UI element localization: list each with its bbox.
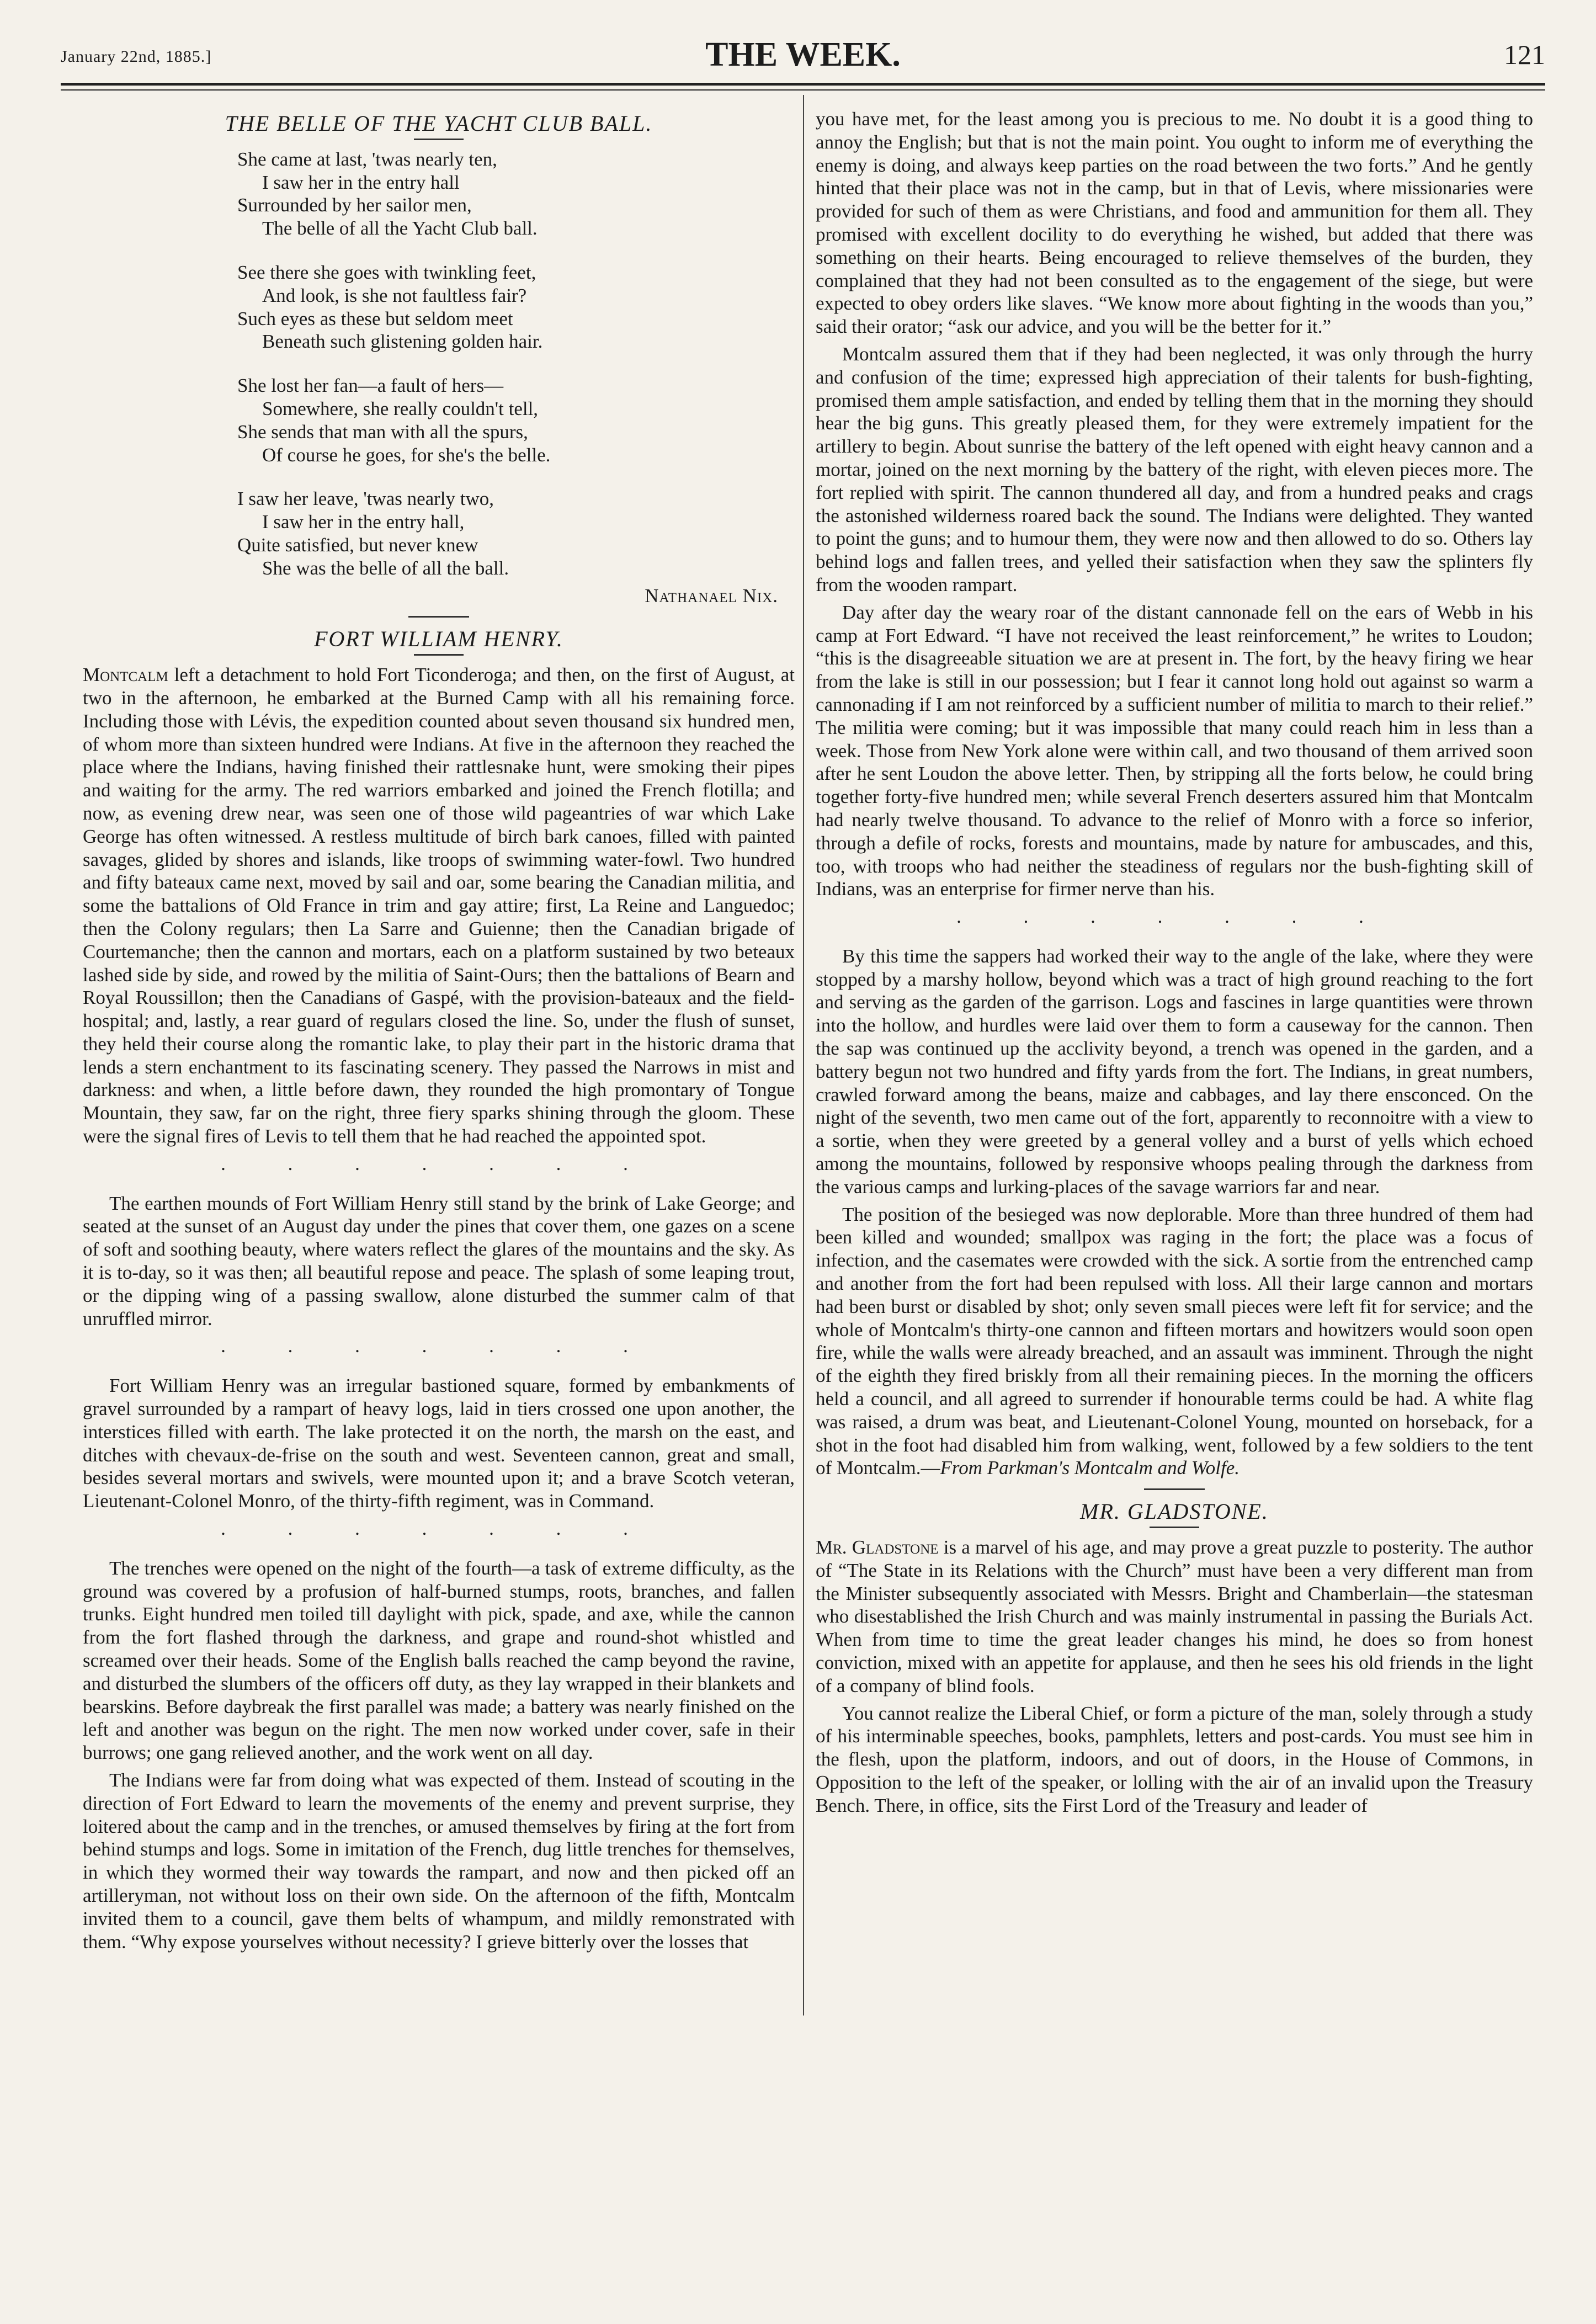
article-paragraph: The Indians were far from doing what was expected of them. Instead of scouting in the direction of Fort Edward to learn the movements of the enemy and prevent surprise, they loitered about the camp and in the trenches, or amused themselves by firing at the fort from behind stumps and logs. Some in imitation of the French, dug little trenches for themselves, in which they wormed their way towards the rampart, and now and then picked off an artilleryman, not without loss on their own side. On the afternoon of the fifth, Montcalm invited them to a council, gave them belts of whampum, and mildly remonstrated with them. “Why expose yourselves without necessity? I grieve bitterly over the losses that [83,1769,795,1953]
page-number: 121 [1504,39,1545,70]
section-rule [408,616,469,618]
header-rule-thin [61,89,1545,91]
article-paragraph: The trenches were opened on the night of the fourth—a task of extreme difficulty, as the ground was covered by a profusion of half-burned stumps, roots, branches, and fallen trunks. Eight hundred men toiled till daylight with pick, spade, and axe, while the cannon from the fort flashed through the darkness, and grape and round-shot whistled and screamed over their heads. Some of the English balls reached the camp beyond the ravine, and disturbed the slumbers of the officers off duty, as they lay wrapped in their blankets and bearskins. Before daybreak the first parallel was made; a battery was nearly finished on the left and another was begun on the right. The men now worked under cover, safe in their burrows; one gang relieved another, and the work went on all day. [83,1557,795,1764]
citation: From Parkman's Montcalm and Wolfe. [940,1457,1240,1479]
article-paragraph: Montcalm assured them that if they had been neglected, it was only through the hurry and confusion of the time; expressed high appreciation of their talents for bush-fighting, promised them ample satisfaction, and ended by telling them that in the morning they should hear the big guns. This greatly pleased them, for they were extremely impatient for the artillery to begin. About sunrise the battery of the left opened with eight heavy cannon and a mortar, joined on the next morning by the battery of the right, with eleven pieces more. The fort replied with spirit. The cannon thundered all day, and from a hundred peaks and crags the astonished wilderness roared back the sound. The Indians were delighted. They wanted to point the guns; and to humour them, they were now and then allowed to do so. Others lay behind logs and fallen trees, and yelled their satisfaction when they saw the splinters fly from the wooden rampart. [816,343,1533,595]
lead-word: Mr. Gladstone [816,1536,939,1559]
column-divider [803,95,804,2015]
section-separator: . . . . . . . [221,1152,657,1174]
poem-line: She lost her fan—a fault of hers— [237,375,504,397]
page-header [61,35,1545,79]
section-rule [1144,1488,1205,1490]
poem-stanza [237,148,795,240]
right-column [816,108,1533,1822]
article-paragraph: you have met, for the least among you is precious to me. No doubt it is a good thing to annoy the English; but that is not the main point. You ought to inform me of everything the enemy is doing, and always keep parties on the road between the two forts.” And he gently hinted that their place was not in the camp, but in that of Levis, where missionaries were provided for such of them as were Christians, and food and ammunition for them all. They promised with excellent docility to do everything he wished, but added that there was something on their hearts. Being encouraged to relieve themselves of the burden, they complained that they had not been consulted as to the engagement of the siege, but were expected to obey orders like slaves. “We know more about fighting in the woods than you,” said their orator; “ask our advice, and you will be the better for it.” [816,108,1533,338]
poem-line: She sends that man with all the spurs, [237,421,528,443]
article-paragraph: Fort William Henry was an irregular bastioned square, formed by embankments of gravel surrounded by a rampart of heavy logs, laid in tiers crossed one upon another, the interstices filled with earth. The lake protected it on the north, the marsh on the east, and ditches with chevaux-de-frise on the south and west. Seventeen cannon, great and small, besides several mortars and swivels, were mounted upon it; and a brave Scotch veteran, Lieutenant-Colonel Monro, of the thirty-fifth regiment, was in Command. [83,1375,795,1512]
article-paragraph: Day after day the weary roar of the distant cannonade fell on the ears of Webb in his camp at Fort Edward. “I have not received the least reinforcement,” he writes to Loudon; “this is the disagreeable situation we are at present in. The fort, by the heavy firing we hear from the lake is still in our possession; but I fear it cannot long hold out against so warm a cannonading if I am not reinforced by a sufficient number of militia to march to their relief.” The militia were coming; but it was impossible that many could reach him in less than a week. Those from New York alone were within call, and two thousand of them arrived soon after he sent Loudon the above letter. Then, by stripping all the forts below, he could bring together forty-five hundred men; while several French deserters assured him that Montcalm had nearly twelve thousand. To advance to the relief of Monro with a force so inferior, through a defile of rocks, forests and mountains, made by nature for ambuscades, and this, too, with troops who had neither the steadiness of regulars nor the bush-fighting skill of Indians, was an enterprise for firmer nerve than his. [816,601,1533,900]
header-rule [61,83,1545,86]
section-separator: . . . . . . . [221,1518,657,1540]
title-rule [1150,1527,1199,1528]
article-paragraph: By this time the sappers had worked their way to the angle of the lake, where they were stopped by a marshy hollow, beyond which was a tract of high ground reaching to the fort and serving as the garden of the garrison. Logs and fascines in large quantities were thrown into the hollow, and hurdles were laid over them to form a causeway for the cannon. Then the sap was continued up the acclivity beyond, a trench was opened in the garden, and a battery begun not two hundred and fifty yards from the fort. The Indians, in great numbers, crawled forward among the beans, maize and cabbages, and lay there ensconced. On the night of the seventh, two men came out of the fort, apparently to reconnoitre with a view to a sortie, when they were greeted by a general volley and a burst of yells which echoed among the mountains, followed by responsive whoops pealing through the darkness from the various camps and lurking-places of the savage warriors far and near. [816,945,1533,1198]
article-paragraph: The earthen mounds of Fort William Henry still stand by the brink of Lake George; and seated at the sunset of an August day under the pines that cover them, one gazes on a scene of soft and soothing beauty, where waters reflect the glares of the mountains and the sky. As it is to-day, so it was then; all beautiful repose and peace. The splash of some leaping trout, or the dipping wing of a passing swallow, alone disturbed the summer calm of that unruffled mirror. [83,1192,795,1329]
poem-line: Surrounded by her sailor men, [237,194,472,216]
article-paragraph: Mr. Gladstone is a marvel of his age, and may prove a great puzzle to posterity. The author of “The State in its Relations with the Church” must have been a very different man from the Minister subsequently associated with Messrs. Bright and Chamberlain—the statesman who disestablished the Irish Church and was mainly instrumental in passing the Burials Act. When from time to time the great leader changes his mind, he does so from honest conviction, mixed with an appetite for applause, and then he sees his old friends in the light of a company of blind fools. [816,1536,1534,1697]
poem-line: Somewhere, she really couldn't tell, [262,397,539,419]
poem-line: She was the belle of all the ball. [262,557,509,579]
issue-date: January 22nd, 1885.] [61,47,212,66]
poem-line: See there she goes with twinkling feet, [237,261,536,283]
poem-stanza [237,261,795,353]
poem-line: I saw her leave, 'twas nearly two, [237,488,494,510]
article-title-gladstone: MR. GLADSTONE. [1080,1499,1269,1524]
poem-line: She came at last, 'twas nearly ten, [237,148,497,170]
poem-line: The belle of all the Yacht Club ball. [262,217,538,240]
poem-line: Quite satisfied, but never knew [237,534,478,556]
article-paragraph: Montcalm left a detachment to hold Fort Ticonderoga; and then, on the first of August, at two in the afternoon, he embarked at the Burned Camp with all his remaining force. Including those with Lévis, the expedition counted about seven thousand six hundred men, of whom more than sixteen hundred were Indians. At five in the afternoon they reached the place where the Indians, having finished their rattlesnake hunt, were smoking their pipes and waiting for the army. The red warriors embarked and joined the French flotilla; and now, as evening drew near, was seen one of those wild pageantries of war which Lake George has often witnessed. A restless multitude of birch bark canoes, filled with painted savages, glided by shores and islands, like troops of swimming water-fowl. Two hundred and fifty bateaux came next, moved by sail and oar, some bearing the Canadian militia, and some the battalions of Old France in trim and gay attire; first, La Reine and Languedoc; then the Colony regulars; then La Sarre and Guienne; then the Canadian brigade of Courtemanche; then the cannon and mortars, each on a platform sustained by two beteaux lashed side by side, and rowed by the militia of Saint-Ours; then the battalions of Bearn and Royal Roussillon; then the Canadians of Gaspé, with the provision-bateaux and the field-hospital; and, lastly, a rear guard of regulars closed the line. So, under the flush of sunset, they held their course along the romantic lake, to play their part in the historic drama that lends a stern enchantment to its fascinating scenery. They passed the Narrows in mist and darkness: and when, a little before dawn, they rounded the high promontary of Tongue Mountain, they saw, far on the right, three fiery sparks shining through the gloom. These were the signal fires of Levis to tell them that he had reached the appointed spot. [83,664,795,1147]
poem-stanza [237,374,795,466]
section-separator: . . . . . . . [956,906,1392,928]
poem-line: Beneath such glistening golden hair. [262,331,543,353]
article-title-fort: FORT WILLIAM HENRY. [314,626,563,652]
masthead: THE WEEK. [705,36,901,73]
lead-word: Montcalm [83,664,168,686]
article-paragraph: You cannot realize the Liberal Chief, or form a picture of the man, solely through a study of his interminable speeches, books, pamphlets, letters and post-cards. You must see him in the flesh, upon the platform, indoors, and out of doors, in the House of Commons, in Opposition to the left of the speaker, or lolling with the air of an invalid upon the Treasury Bench. There, in office, sits the First Lord of the Treasury and leader of [816,1702,1533,1816]
article-paragraph: The position of the besieged was now deplorable. More than three hundred of them had been killed and wounded; smallpox was raging in the fort; the place was a focus of infection, and the casemates were crowded with the sick. A sortie from the entrenched camp and another from the fort had been repulsed with loss. All their large cannon and mortars had been burst or disabled by shot; only seven small pieces were left fit for service; and the whole of Montcalm's thirty-one cannon and fifteen mortars and howitzers would soon open fire, while the walls were already breached, and an assault was imminent. Through the night of the eighth they fired briskly from all their remaining pieces. In the morning the officers held a council, and all agreed to surrender if honourable terms could be had. A white flag was raised, a drum was beat, and Lieutenant-Colonel Young, mounted on horseback, for a shot in the foot had disabled him from walking, went, followed by a few soldiers to the tent of Montcalm.—From Parkman's Montcalm and Wolfe. [816,1203,1533,1479]
poem-line: I saw her in the entry hall [262,171,460,193]
left-column [83,108,795,1958]
poem-line: Of course he goes, for she's the belle. [262,444,551,466]
poem-line: I saw her in the entry hall, [262,511,465,533]
poem-title: THE BELLE OF THE YACHT CLUB BALL. [225,111,653,136]
poem-line: And look, is she not faultless fair? [262,284,527,306]
poem [83,148,795,580]
section-separator: . . . . . . . [221,1335,657,1357]
poem-line: Such eyes as these but seldom meet [237,307,513,329]
poem-author: Nathanael Nix. [645,584,778,607]
title-rule [414,139,464,140]
poem-stanza [237,487,795,579]
title-rule [414,654,464,656]
